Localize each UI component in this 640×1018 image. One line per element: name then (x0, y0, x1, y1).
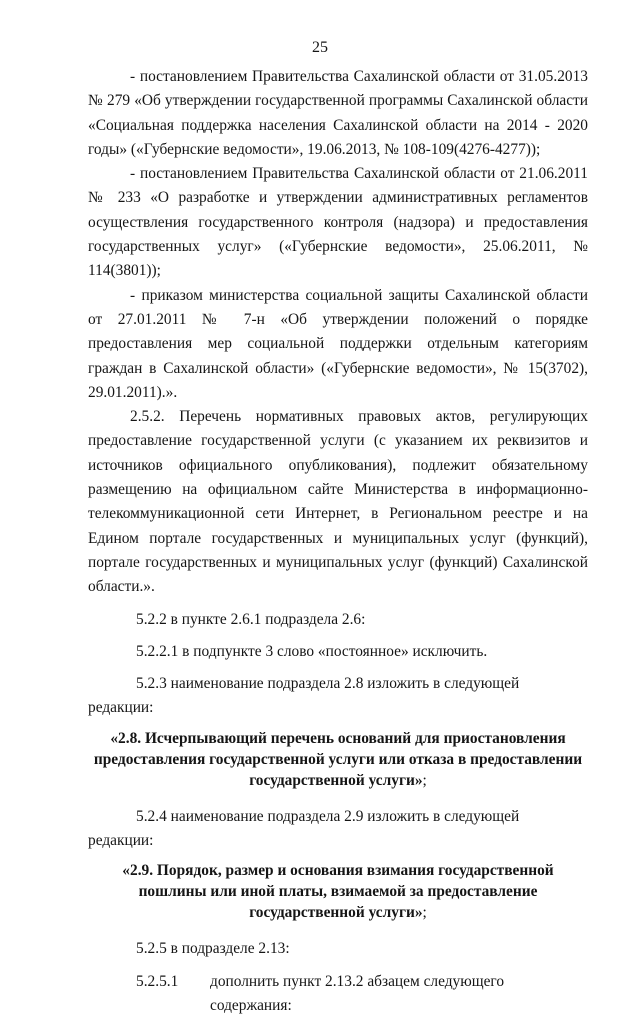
heading-2-8 (88, 728, 588, 791)
paragraph-order-7n: - приказом министерства социальной защиты Сахалинской области от 27.01.2011 № 7-н «Об утверждении положений о порядке предоставления мер социальной поддержки отдельным категориям граждан в Сахалинской области» («Губернские ведомости», № 15(3702), 29.01.2011).». (88, 286, 588, 401)
paragraph-5-2-2: 5.2.2 в пункте 2.6.1 подраздела 2.6: (136, 610, 366, 628)
paragraph-5-2-3: 5.2.3 наименование подраздела 2.8 изложить в следующей редакции: (88, 675, 520, 717)
heading-2-8-tail: ; (422, 771, 427, 789)
paragraph-resolution-233: - постановлением Правительства Сахалинской области от 21.06.2011 № 233 «О разработке и утверждении административных регламентов осуществления государственного контроля (надзора) и предоставления государственных услуг» («Губернские ведомости», 25.06.2011, № 114(3801)); (88, 165, 588, 280)
paragraph-5-2-4: 5.2.4 наименование подраздела 2.9 изложить в следующей редакции: (88, 807, 520, 850)
paragraph-5-2-2-1: 5.2.2.1 в подпункте 3 слово «постоянное» исключить. (136, 642, 488, 660)
heading-2-9 (88, 860, 588, 923)
document-body (88, 65, 588, 1018)
item-number: 5.2.5.1 (136, 972, 179, 990)
item-text: дополнить пункт 2.13.2 абзацем следующего содержания: (210, 972, 505, 1014)
page-number: 25 (312, 39, 328, 56)
paragraph-5-2-5-1 (88, 970, 588, 1018)
heading-2-8-text: «2.8. Исчерпывающий перечень оснований для приостановления предоставления государственной услуги или отказа в предоставлении государственной услуги» (93, 729, 583, 789)
paragraph-resolution-279: - постановлением Правительства Сахалинской области от 31.05.2013 № 279 «Об утверждении государственной программы Сахалинской области «Социальная поддержка населения Сахалинской области на 2014 - 2020 годы» («Губернские ведомости», 19.06.2013, № 108-109(4276-4277)); (88, 68, 588, 158)
heading-2-9-tail: ; (422, 904, 427, 922)
heading-2-9-text: «2.9. Порядок, размер и основания взимания государственной пошлины или иной платы, взимаемой за предоставление государственной услуги» (122, 862, 554, 922)
paragraph-2-5-2: 2.5.2. Перечень нормативных правовых актов, регулирующих предоставление государственной услуги (с указанием их реквизитов и источников официального опубликования), подлежит обязательному размещению на официальном сайте Министерства в информационно-телекоммуникационной сети Интернет, в Региональном реестре и на Едином портале государственных и муниципальных услуг (функций), портале государственных и муниципальных услуг (функций) Сахалинской области.». (88, 408, 588, 596)
paragraph-5-2-5: 5.2.5 в подразделе 2.13: (136, 940, 290, 958)
